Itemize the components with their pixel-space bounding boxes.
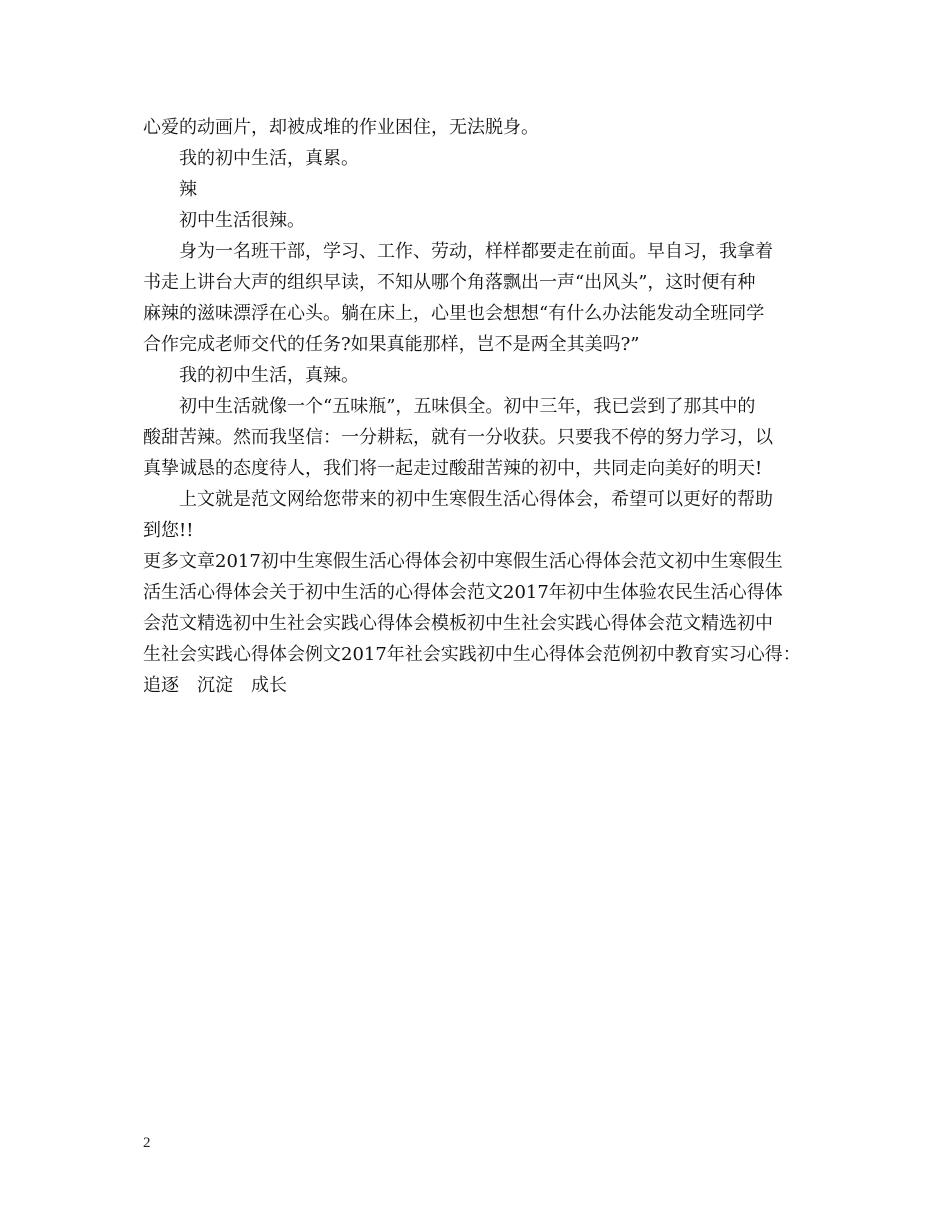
text-line: 到您!! [143, 520, 194, 541]
related-articles-line: 会范文精选初中生社会实践心得体会模板初中生社会实践心得体会范文精选初中 [143, 613, 773, 634]
text-line: 酸甜苦辣。然而我坚信：一分耕耘，就有一分收获。只要我不停的努力学习，以 [143, 427, 773, 448]
text-line: 合作完成老师交代的任务?如果真能那样，岂不是两全其美吗?” [143, 334, 640, 355]
text-line: 初中生活很辣。 [179, 210, 305, 231]
page-number: 2 [143, 1135, 151, 1151]
text-line: 麻辣的滋味漂浮在心头。躺在床上，心里也会想想“有什么办法能发动全班同学 [143, 303, 765, 324]
text-line: 上文就是范文网给您带来的初中生寒假生活心得体会，希望可以更好的帮助 [179, 489, 773, 510]
text-line: 初中生活就像一个“五味瓶”，五味俱全。初中三年，我已尝到了那其中的 [179, 396, 756, 417]
related-articles-line: 活生活心得体会关于初中生活的心得体会范文2017年初中生体验农民生活心得体 [143, 582, 783, 603]
text-line: 书走上讲台大声的组织早读，不知从哪个角落飘出一声“出风头”，这时便有种 [143, 272, 756, 293]
related-articles-line: 生社会实践心得体会例文2017年社会实践初中生心得体会范例初中教育实习心得： [143, 644, 801, 665]
related-articles-line: 更多文章2017初中生寒假生活心得体会初中寒假生活心得体会范文初中生寒假生 [143, 551, 783, 572]
text-line: 我的初中生活，真辣。 [179, 365, 359, 386]
text-line: 我的初中生活，真累。 [179, 148, 359, 169]
text-line: 心爱的动画片，却被成堆的作业困住，无法脱身。 [143, 117, 539, 138]
document-body [143, 112, 808, 701]
related-articles-line: 追逐 沉淀 成长 [143, 675, 287, 696]
section-heading: 辣 [179, 179, 197, 200]
text-line: 真挚诚恳的态度待人，我们将一起走过酸甜苦辣的初中，共同走向美好的明天! [143, 458, 763, 479]
text-line: 身为一名班干部，学习、工作、劳动，样样都要走在前面。早自习，我拿着 [179, 241, 773, 262]
